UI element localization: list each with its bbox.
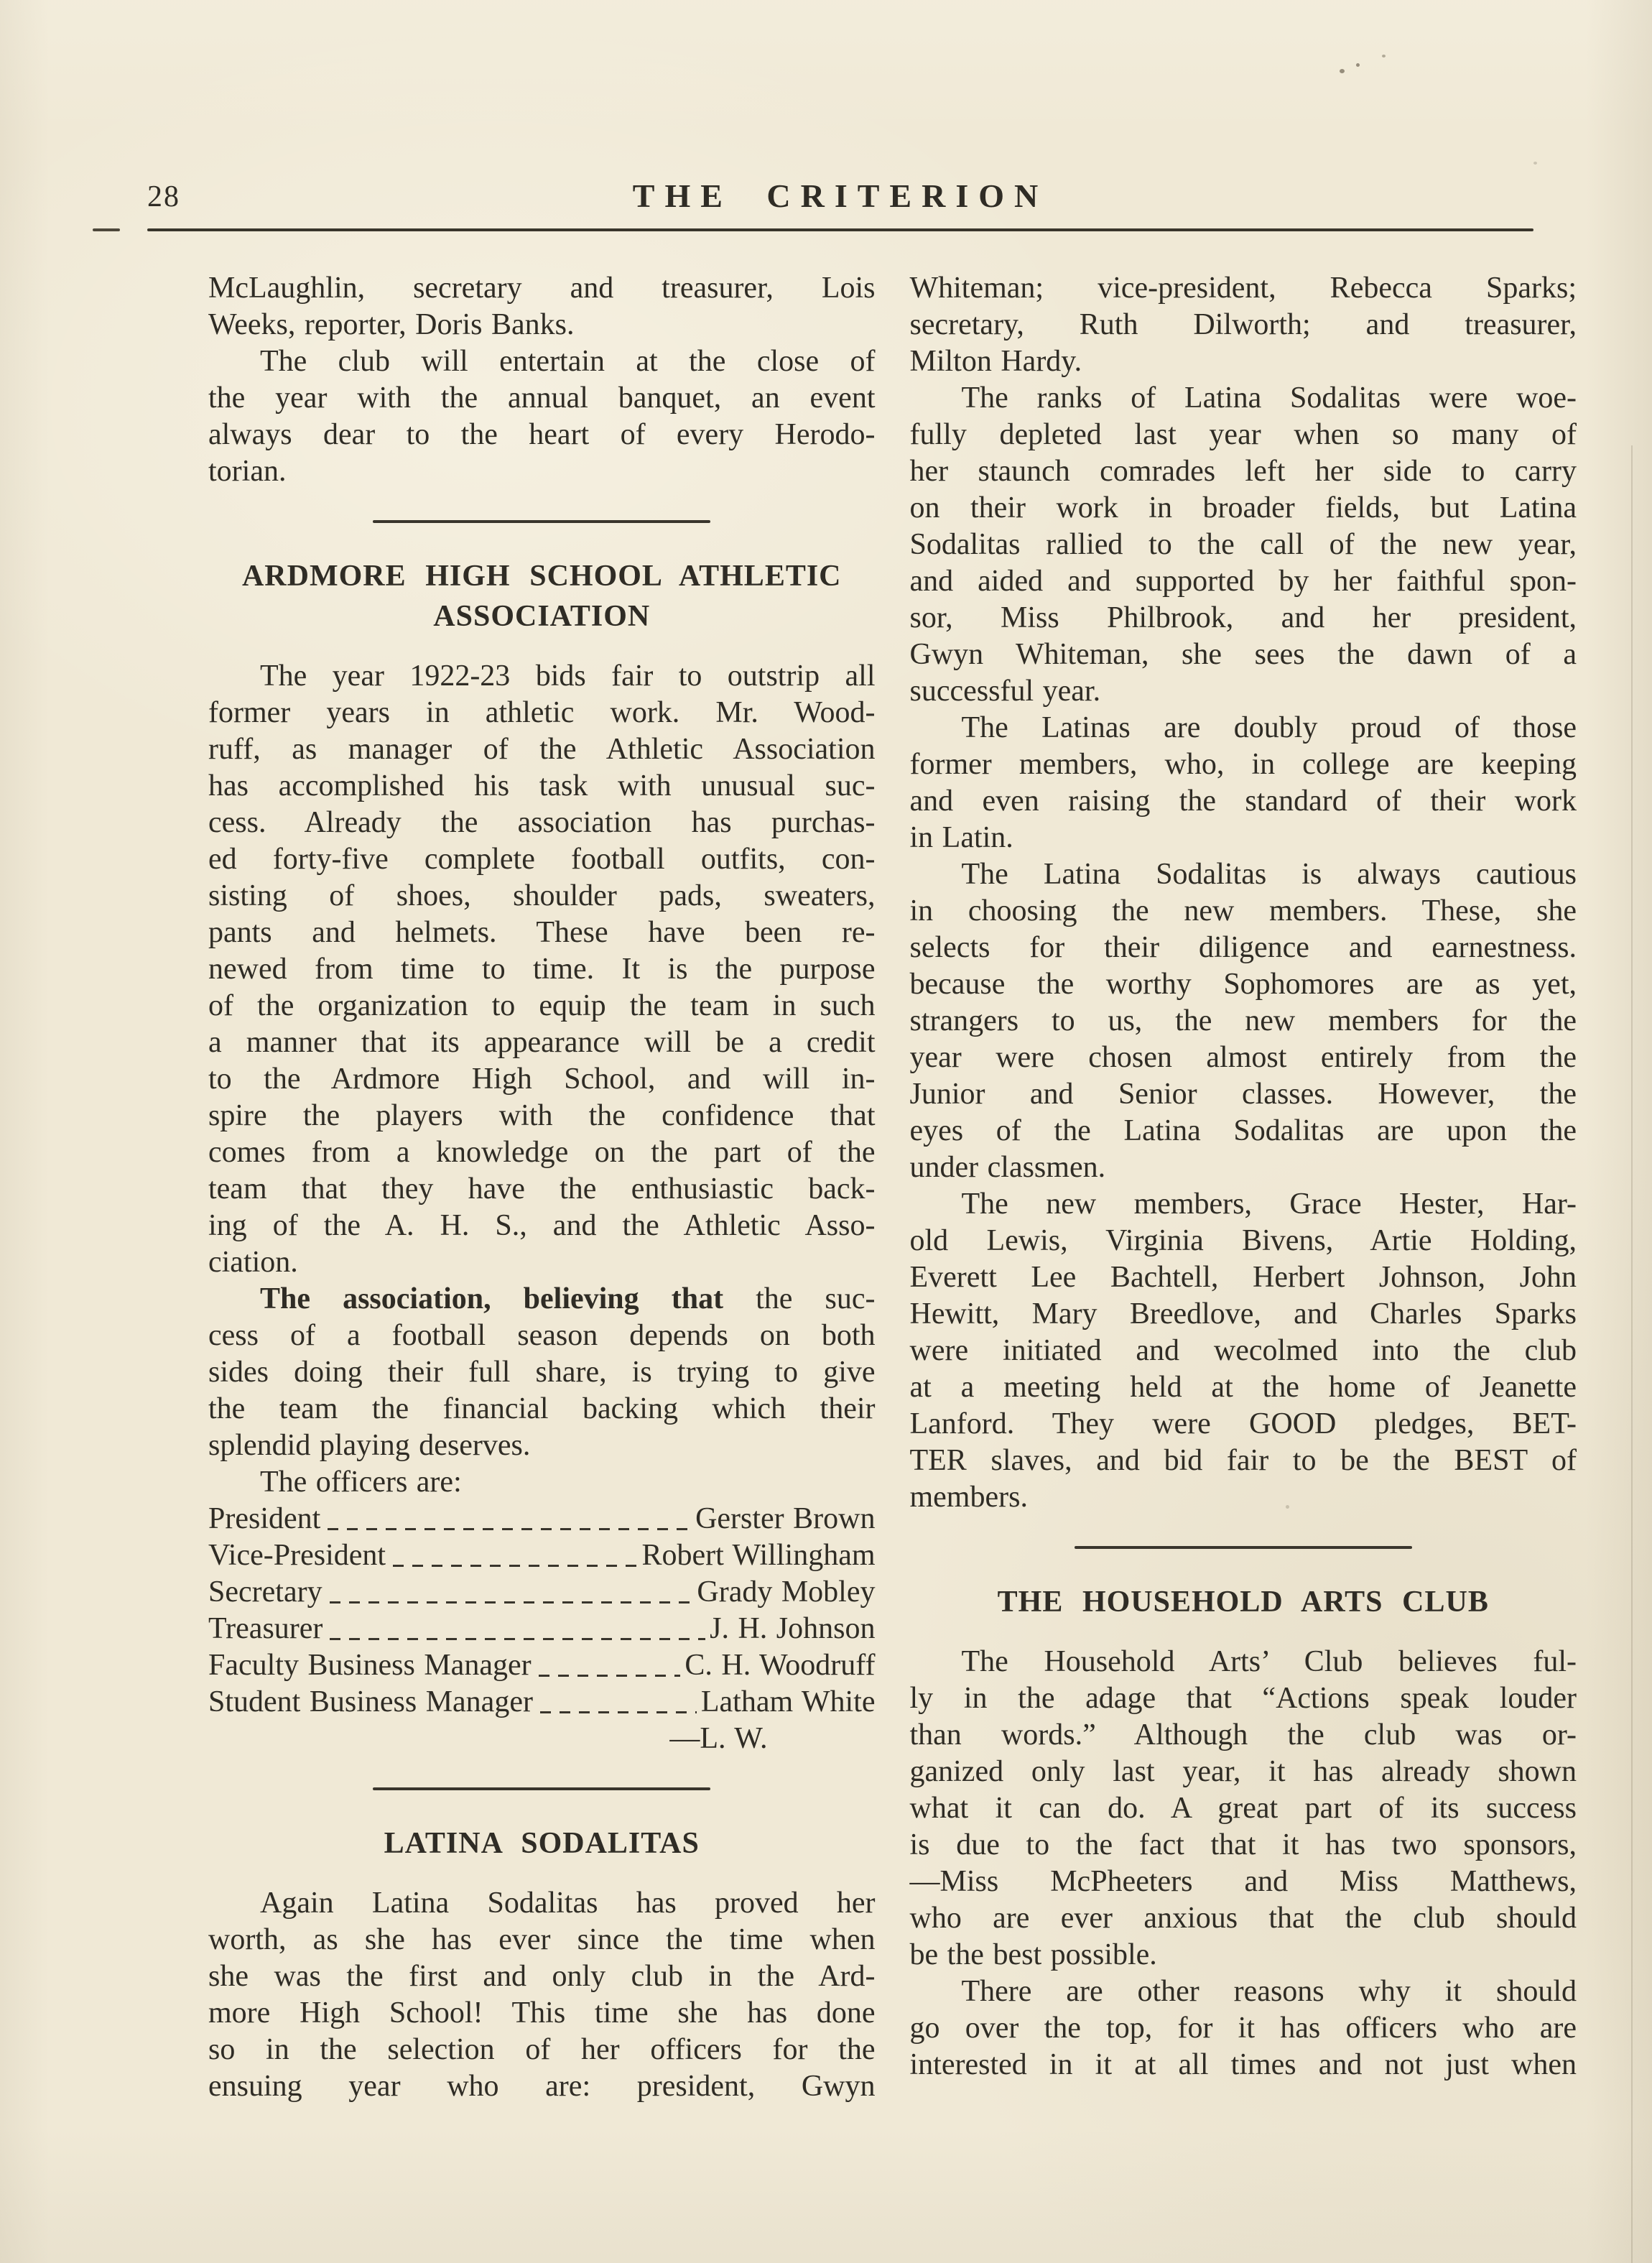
officer-title: Faculty Business Manager — [208, 1649, 532, 1682]
officer-row — [208, 1501, 876, 1537]
paragraph-line: at a meeting held at the home of Jeanette — [909, 1371, 1577, 1404]
paragraph-line: more High School! This time she has done — [208, 1996, 876, 2030]
paragraph-line: comes from a knowledge on the part of the — [208, 1136, 876, 1169]
paragraph-line: worth, as she has ever since the time when — [208, 1923, 876, 1956]
dash-leader — [330, 1638, 705, 1640]
paragraph — [910, 380, 1577, 710]
paragraph-line: torian. — [208, 455, 287, 488]
paragraph-line: Junior and Senior classes. However, the — [909, 1078, 1577, 1111]
paragraph-line: under classmen. — [909, 1151, 1106, 1184]
paragraph-line: of the organization to equip the team in such — [208, 989, 876, 1022]
paragraph-line: sisting of shoes, shoulder pads, sweaters, — [208, 879, 876, 912]
paragraph-line: year were chosen almost entirely from the — [909, 1041, 1577, 1074]
paragraph-line: former years in athletic work. Mr. Wood- — [208, 696, 876, 729]
paragraph-line: members. — [909, 1481, 1028, 1514]
paragraph-line: The association, believing that the suc- — [260, 1282, 876, 1315]
officer-row — [208, 1684, 876, 1721]
officer-row — [208, 1647, 876, 1684]
paragraph-line: The ranks of Latina Sodalitas were woe- — [961, 381, 1577, 415]
dash-leader — [393, 1565, 637, 1567]
paragraph-line: has accomplished his task with unusual suc- — [208, 769, 876, 802]
paragraph-line: because the worthy Sophomores are as yet, — [909, 968, 1577, 1001]
officer-row — [208, 1611, 876, 1647]
section-divider-rule — [373, 1787, 710, 1790]
dash-leader — [540, 1711, 697, 1713]
paragraph-line: on their work in broader fields, but Latina — [909, 491, 1577, 524]
paragraph-line: the year with the annual banquet, an event — [208, 381, 876, 415]
dash-leader — [539, 1675, 681, 1677]
paragraph-line: and aided and supported by her faithful spon- — [909, 565, 1577, 598]
paragraph-line: strangers to us, the new members for the — [909, 1004, 1577, 1037]
section-heading-line: ASSOCIATION — [433, 600, 651, 633]
paragraph-line: There are other reasons why it should — [961, 1975, 1577, 2008]
paragraph-line: The club will entertain at the close of — [260, 345, 876, 378]
paragraph-line: newed from time to time. It is the purpose — [208, 953, 876, 986]
paragraph-line: her staunch comrades left her side to carry — [909, 455, 1577, 488]
paragraph — [910, 270, 1577, 380]
paragraph-line: The year 1922-23 bids fair to outstrip all — [260, 660, 876, 693]
section-heading — [208, 556, 876, 637]
section-heading-line: THE HOUSEHOLD ARTS CLUB — [997, 1586, 1489, 1619]
paragraph-line: ruff, as manager of the Athletic Association — [208, 733, 876, 766]
officer-title: Vice-President — [208, 1539, 386, 1572]
paragraph-line: —Miss McPheeters and Miss Matthews, — [909, 1865, 1577, 1898]
paragraph — [208, 270, 876, 343]
paragraph — [208, 1885, 876, 2105]
paragraph-line: ganized only last year, it has already shown — [909, 1755, 1577, 1788]
paragraph-line: The Latina Sodalitas is always cautious — [961, 858, 1577, 891]
paragraph-line: team that they have the enthusiastic back- — [208, 1172, 876, 1205]
journal-title: THE CRITERION — [632, 177, 1049, 214]
paper-speck — [1286, 1505, 1289, 1509]
paragraph-line: pants and helmets. These have been re- — [208, 916, 876, 949]
two-column-text-area — [208, 270, 1577, 2105]
paragraph-line: Weeks, reporter, Doris Banks. — [208, 308, 575, 341]
section-heading-line: ARDMORE HIGH SCHOOL ATHLETIC — [241, 560, 842, 593]
officer-name: J. H. Johnson — [710, 1612, 876, 1645]
paragraph-line: ensuing year who are: president, Gwyn — [208, 2070, 876, 2103]
paragraph-line: successful year. — [909, 675, 1101, 708]
paragraph-line: former members, who, in college are keeping — [909, 748, 1577, 781]
officer-title: Treasurer — [208, 1612, 323, 1645]
paragraph-line: Lanford. They were GOOD pledges, BET- — [909, 1407, 1577, 1440]
paragraph-line: cess of a football season depends on both — [208, 1319, 876, 1352]
paragraph-line: Sodalitas rallied to the call of the new year, — [909, 528, 1577, 561]
paragraph — [910, 856, 1577, 1186]
paragraph-line: old Lewis, Virginia Bivens, Artie Holding, — [909, 1224, 1577, 1257]
paragraph-line: spire the players with the confidence that — [208, 1099, 876, 1132]
paragraph-line: is due to the fact that it has two sponsors, — [909, 1828, 1577, 1861]
officer-title: Student Business Manager — [208, 1685, 533, 1718]
paragraph-line: sor, Miss Philbrook, and her president, — [909, 601, 1577, 634]
section-heading — [208, 1823, 876, 1864]
author-initials: —L. W. — [669, 1722, 768, 1755]
paragraph-line: always dear to the heart of every Herodo- — [208, 418, 876, 451]
section-heading-line: LATINA SODALITAS — [384, 1827, 700, 1860]
officer-name: Gerster Brown — [695, 1502, 876, 1535]
paragraph-line: McLaughlin, secretary and treasurer, Lois — [208, 272, 876, 305]
text-column-left — [208, 270, 876, 2105]
paragraph-line: in choosing the new members. These, she — [909, 894, 1577, 927]
paragraph-line: Milton Hardy. — [909, 345, 1082, 378]
paragraph-line: Again Latina Sodalitas has proved her — [260, 1887, 876, 1920]
paragraph-line: a manner that its appearance will be a credit — [208, 1026, 876, 1059]
paragraph-line: secretary, Ruth Dilworth; and treasurer, — [909, 308, 1577, 341]
paragraph-line: TER slaves, and bid fair to be the BEST of — [909, 1444, 1577, 1477]
paper-speck — [1533, 162, 1537, 165]
paragraph-line: ing of the A. H. S., and the Athletic Asso- — [208, 1209, 876, 1242]
paragraph-line: Hewitt, Mary Breedlove, and Charles Sparks — [909, 1297, 1577, 1331]
paper-speck — [1340, 69, 1345, 73]
paragraph-line: selects for their diligence and earnestness. — [909, 931, 1577, 964]
paragraph-line: ciation. — [208, 1246, 298, 1279]
paragraph — [208, 343, 876, 490]
paragraph — [208, 1281, 876, 1464]
dash-leader — [330, 1601, 693, 1603]
section-divider-rule — [1075, 1546, 1412, 1549]
paragraph-line: were initiated and wecolmed into the club — [909, 1334, 1577, 1367]
officer-name: C. H. Woodruff — [685, 1649, 876, 1682]
paragraph-line: eyes of the Latina Sodalitas are upon the — [909, 1114, 1577, 1147]
paragraph-line: so in the selection of her officers for the — [208, 2033, 876, 2066]
page-header — [147, 177, 1533, 217]
header-rule — [147, 228, 1533, 231]
paragraph-line: ed forty-five complete football outfits, con- — [208, 843, 876, 876]
officer-name: Grady Mobley — [697, 1575, 876, 1609]
paragraph — [910, 1973, 1577, 2083]
section-divider-rule — [373, 520, 710, 523]
paragraph-line: splendid playing deserves. — [208, 1429, 531, 1462]
officer-row — [208, 1537, 876, 1574]
officer-row — [208, 1574, 876, 1611]
paragraph-line: The Household Arts’ Club believes ful- — [961, 1645, 1577, 1678]
paragraph-line: and even raising the standard of their work — [909, 785, 1577, 818]
paragraph-line: cess. Already the association has purchas- — [208, 806, 876, 839]
paragraph — [208, 1464, 876, 1501]
paragraph — [910, 1644, 1577, 1973]
paragraph — [910, 1186, 1577, 1516]
paragraph-line: sides doing their full share, is trying to give — [208, 1356, 876, 1389]
officers-list — [208, 1501, 876, 1721]
officer-title: Secretary — [208, 1575, 322, 1609]
scan-edge-line — [1631, 445, 1633, 2263]
paragraph-line: interested in it at all times and not just when — [909, 2048, 1577, 2081]
paragraph-line: who are ever anxious that the club should — [909, 1902, 1577, 1935]
text-column-right — [910, 270, 1577, 2105]
paragraph-line: Everett Lee Bachtell, Herbert Johnson, John — [909, 1261, 1577, 1294]
bold-lead-in: The association, believing that — [260, 1282, 724, 1315]
page-number: 28 — [147, 180, 180, 213]
paragraph-line: in Latin. — [909, 821, 1013, 854]
paragraph-line: what it can do. A great part of its success — [909, 1792, 1577, 1825]
officer-title: President — [208, 1502, 321, 1535]
paragraph-line: Whiteman; vice-president, Rebecca Sparks; — [909, 272, 1577, 305]
paragraph-line: be the best possible. — [909, 1938, 1157, 1971]
paragraph-line: Gwyn Whiteman, she sees the dawn of a — [909, 638, 1577, 671]
paragraph-line: go over the top, for it has officers who are — [909, 2012, 1577, 2045]
paragraph-line: ly in the adage that “Actions speak louder — [909, 1682, 1577, 1715]
paragraph-line: The officers are: — [260, 1466, 462, 1499]
officer-name: Robert Willingham — [641, 1539, 876, 1572]
paragraph — [910, 710, 1577, 856]
paragraph-line: The new members, Grace Hester, Har- — [961, 1188, 1577, 1221]
paper-speck — [1356, 63, 1360, 67]
paper-speck — [1382, 55, 1386, 57]
paragraph-line: than words.” Although the club was or- — [909, 1718, 1577, 1751]
paragraph-line: to the Ardmore High School, and will in- — [208, 1063, 876, 1096]
dash-leader — [328, 1528, 691, 1530]
section-heading — [910, 1582, 1577, 1622]
paragraph-line: the team the financial backing which their — [208, 1392, 876, 1425]
paragraph — [208, 658, 876, 1281]
paragraph-line: The Latinas are doubly proud of those — [961, 711, 1577, 744]
officer-name: Latham White — [700, 1685, 876, 1718]
paragraph-line: she was the first and only club in the Ard- — [208, 1960, 876, 1993]
paragraph-line: fully depleted last year when so many of — [909, 418, 1577, 451]
